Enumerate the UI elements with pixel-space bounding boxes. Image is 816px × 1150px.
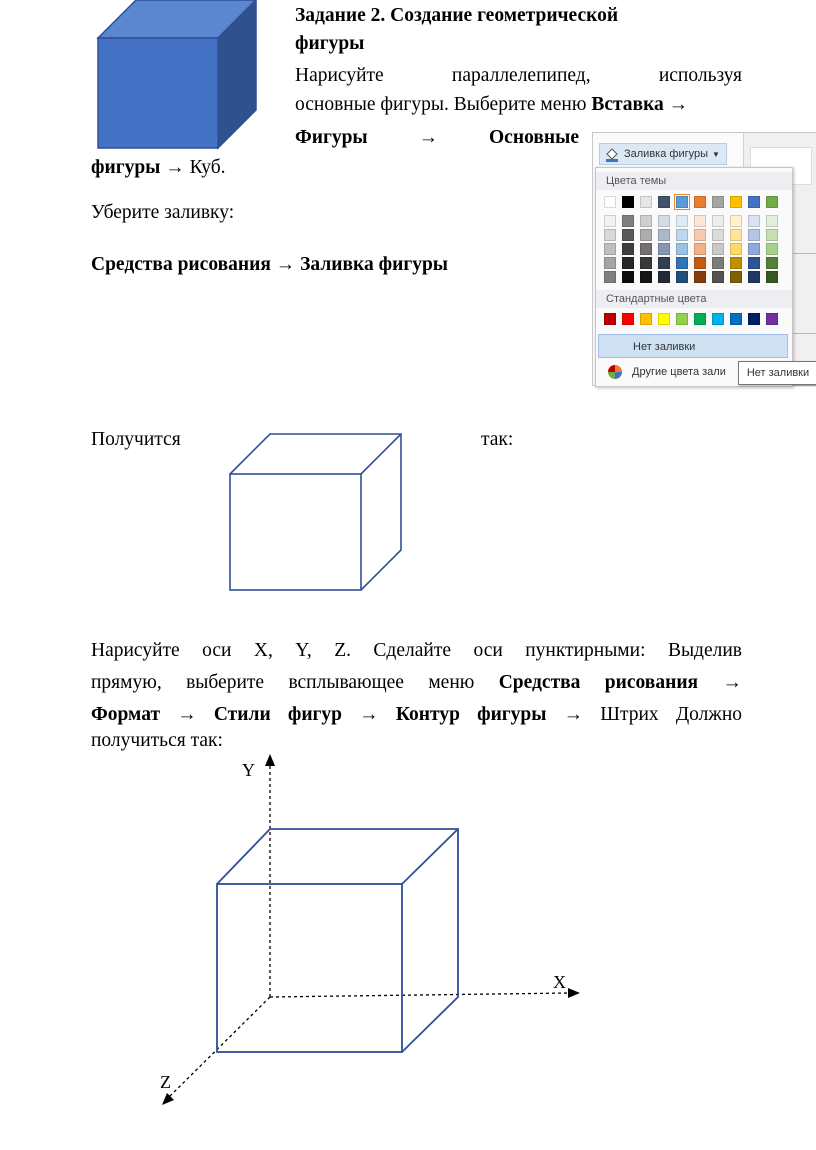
color-swatch[interactable] [766, 271, 778, 283]
color-swatch[interactable] [694, 257, 706, 269]
color-swatch[interactable] [748, 215, 760, 227]
color-swatch[interactable] [748, 243, 760, 255]
color-swatch[interactable] [766, 229, 778, 241]
p1-line4 [91, 154, 226, 182]
theme-color-row [604, 196, 784, 210]
cube-edge [402, 829, 458, 884]
color-swatch[interactable] [622, 215, 634, 227]
color-swatch[interactable] [622, 257, 634, 269]
p1-line2 [295, 91, 755, 119]
color-swatch[interactable] [730, 229, 742, 241]
color-swatch[interactable] [676, 243, 688, 255]
color-swatch[interactable] [658, 229, 670, 241]
color-swatch[interactable] [676, 313, 688, 325]
z-axis-label: Z [160, 1072, 171, 1092]
p1-line3 [295, 124, 579, 152]
color-swatch[interactable] [676, 257, 688, 269]
color-swatch[interactable] [730, 196, 742, 208]
color-swatch[interactable] [640, 229, 652, 241]
x-axis-arrowhead [568, 988, 580, 998]
color-swatch[interactable] [694, 196, 706, 208]
color-swatch[interactable] [604, 196, 616, 208]
color-swatch[interactable] [604, 257, 616, 269]
no-fill-menu-item[interactable] [598, 334, 788, 358]
color-swatch[interactable] [604, 243, 616, 255]
axes-line2-text: прямую, выберите всплывающее меню [91, 672, 499, 693]
color-swatch[interactable] [676, 271, 688, 283]
p1-line2-text: основные фигуры. Выберите меню [295, 94, 592, 115]
color-swatch[interactable] [604, 215, 616, 227]
paint-bucket-icon [604, 146, 620, 162]
fill-color-menu [595, 167, 793, 387]
arrow: → [418, 127, 439, 148]
word: Фигуры [295, 127, 368, 148]
cube-front-outline [230, 474, 361, 590]
color-swatch[interactable] [604, 229, 616, 241]
color-swatch[interactable] [766, 215, 778, 227]
shape-fill-button-label: Заливка фигуры [624, 148, 709, 160]
result-left-text: Получится [91, 429, 181, 450]
cube-edge [361, 434, 401, 474]
word: параллелепипед, [451, 65, 591, 86]
cube-front-face [98, 38, 218, 148]
x-axis-line [270, 993, 570, 997]
color-swatch[interactable] [694, 229, 706, 241]
z-axis-line [168, 997, 270, 1098]
word: Сделайте [373, 640, 452, 661]
color-swatch[interactable] [730, 271, 742, 283]
color-swatch[interactable] [712, 215, 724, 227]
color-swatch[interactable] [694, 215, 706, 227]
task-heading-line1: Задание 2. Создание геометрической [295, 5, 619, 26]
color-swatch[interactable] [676, 215, 688, 227]
y-axis-label: Y [242, 760, 255, 780]
axes-line3 [91, 701, 742, 729]
color-swatch[interactable] [712, 313, 724, 325]
word: пунктирными: [525, 640, 646, 661]
color-swatch[interactable] [694, 243, 706, 255]
z-axis-arrowhead [162, 1093, 174, 1105]
color-swatch[interactable] [694, 313, 706, 325]
color-swatch[interactable] [658, 271, 670, 283]
shapes-basic-label: фигуры [91, 157, 161, 178]
color-swatch[interactable] [604, 313, 616, 325]
color-swatch[interactable] [640, 215, 652, 227]
color-swatch[interactable] [622, 243, 634, 255]
shape-fill-button[interactable] [599, 143, 727, 165]
format-label: Формат [91, 704, 161, 725]
color-swatch[interactable] [640, 196, 652, 208]
color-swatch[interactable] [766, 257, 778, 269]
color-swatch[interactable] [676, 229, 688, 241]
color-swatch[interactable] [766, 196, 778, 208]
word: Основные [489, 127, 579, 148]
color-swatch[interactable] [766, 243, 778, 255]
color-swatch[interactable] [766, 313, 778, 325]
color-swatch[interactable] [658, 243, 670, 255]
word: используя [658, 65, 742, 86]
color-swatch[interactable] [748, 196, 760, 208]
word: X, [253, 640, 273, 661]
color-swatch[interactable] [712, 229, 724, 241]
cube-edges [217, 829, 458, 1052]
theme-shade-grid [604, 215, 784, 287]
axes-line4: получиться так: [91, 730, 223, 751]
word: Выделив [667, 640, 742, 661]
word: Нарисуйте [295, 65, 384, 86]
shape-styles-label: Стили фигур [213, 704, 343, 725]
arrow: → [342, 704, 396, 725]
word: оси [473, 640, 503, 661]
color-swatch[interactable] [712, 257, 724, 269]
color-swatch[interactable] [640, 313, 652, 325]
drawing-tools-path: Средства рисования → Заливка фигуры [91, 254, 449, 275]
word: оси [202, 640, 232, 661]
shape-fill-popup [592, 132, 816, 386]
theme-colors-title: Цвета темы [596, 172, 792, 190]
color-swatch[interactable] [748, 271, 760, 283]
color-swatch[interactable] [622, 313, 634, 325]
color-swatch[interactable] [730, 257, 742, 269]
axes-line1 [91, 637, 742, 665]
cube-front-outline [217, 884, 402, 1052]
color-swatch[interactable] [658, 196, 670, 208]
x-axis-label: X [553, 972, 566, 992]
color-swatch[interactable] [712, 243, 724, 255]
drawing-tools-label: Средства рисования → [498, 672, 742, 693]
result-right-text: так: [481, 429, 514, 450]
color-swatch[interactable] [640, 243, 652, 255]
color-swatch[interactable] [730, 215, 742, 227]
axes-cube-figure [150, 750, 590, 1115]
p1-line4-text: → Куб. [160, 157, 226, 178]
color-swatch[interactable] [730, 313, 742, 325]
task-heading-line2: фигуры [295, 33, 365, 54]
y-axis-arrowhead [265, 754, 275, 766]
color-swatch[interactable] [694, 271, 706, 283]
word: Z. [334, 640, 351, 661]
color-swatch[interactable] [658, 257, 670, 269]
filled-cube-figure [90, 0, 280, 160]
word: Нарисуйте [91, 640, 180, 661]
word: Y, [295, 640, 312, 661]
standard-colors-title: Стандартные цвета [596, 290, 792, 308]
color-swatch[interactable] [748, 313, 760, 325]
color-swatch[interactable] [658, 215, 670, 227]
remove-fill-text: Уберите заливку: [91, 202, 235, 223]
no-fill-label: Нет заливки [633, 341, 696, 353]
shape-outline-label: Контур фигуры [395, 704, 547, 725]
outline-cube-figure [228, 432, 404, 594]
color-wheel-icon [608, 365, 622, 379]
p1-line1 [295, 62, 742, 90]
cube-edges [230, 434, 401, 590]
color-swatch[interactable] [640, 271, 652, 283]
color-swatch[interactable] [604, 271, 616, 283]
color-swatch[interactable] [640, 257, 652, 269]
menu-insert-label: Вставка → [591, 94, 689, 115]
more-fill-colors-label: Другие цвета зали [632, 366, 726, 378]
color-swatch[interactable] [748, 257, 760, 269]
color-swatch[interactable] [622, 196, 634, 208]
color-swatch[interactable] [712, 196, 724, 208]
color-swatch[interactable] [712, 271, 724, 283]
standard-color-row [604, 313, 784, 327]
chevron-down-icon: ▼ [712, 149, 720, 159]
color-swatch[interactable] [622, 229, 634, 241]
arrow: → [160, 704, 214, 725]
task-heading [295, 2, 745, 58]
color-swatch[interactable] [658, 313, 670, 325]
no-fill-tooltip: Нет заливки [738, 361, 816, 385]
color-swatch[interactable] [676, 196, 688, 208]
dash-text: → Штрих Должно [546, 704, 743, 725]
color-swatch[interactable] [748, 229, 760, 241]
axes-line2 [91, 669, 742, 697]
color-swatch[interactable] [730, 243, 742, 255]
color-swatch[interactable] [622, 271, 634, 283]
